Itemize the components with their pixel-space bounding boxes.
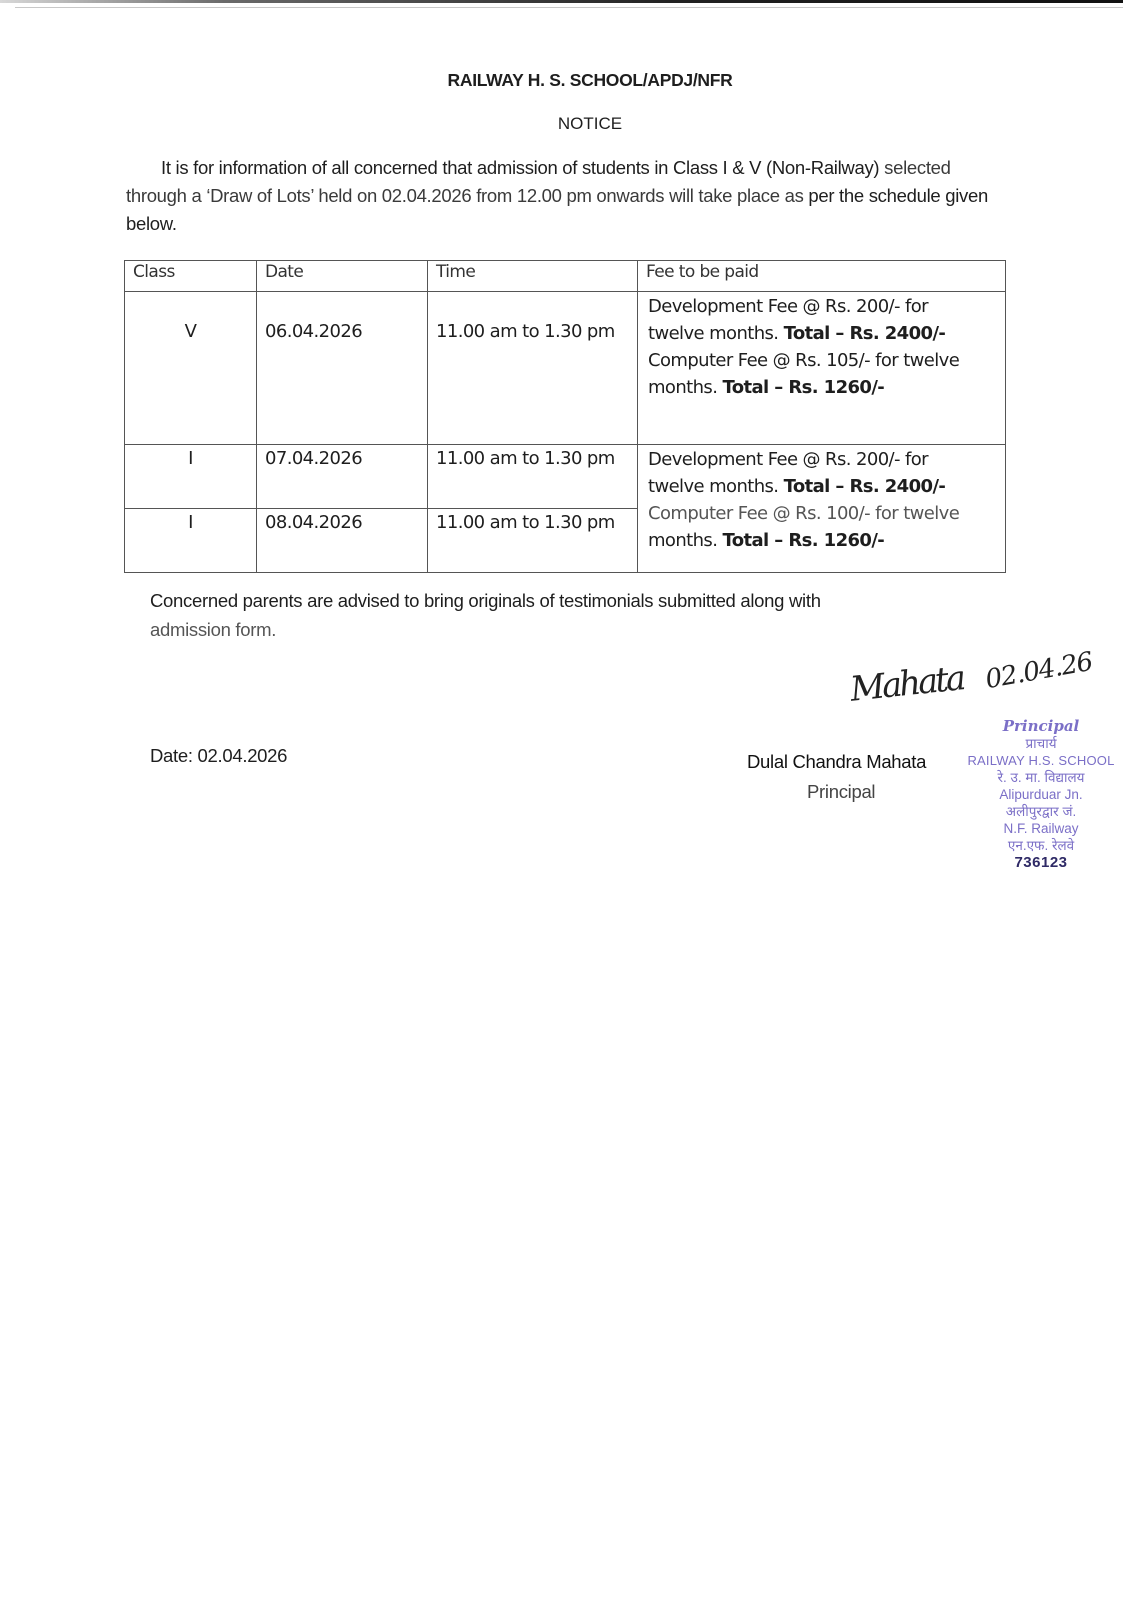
development-fee-total: Total – Rs. 2400/- bbox=[783, 476, 946, 497]
advice-paragraph bbox=[150, 586, 950, 644]
signer-designation: Principal bbox=[807, 781, 876, 802]
development-fee bbox=[648, 293, 997, 347]
computer-fee bbox=[648, 500, 997, 554]
intro-line-3: per the schedule given below. bbox=[126, 185, 988, 234]
advice-line-2: admission form. bbox=[150, 619, 277, 640]
column-header-fee: Fee to be paid bbox=[638, 261, 1006, 292]
cell-date: 06.04.2026 bbox=[257, 292, 428, 445]
advice-line-1: Concerned parents are advised to bring originals of testimonials submitted along with bbox=[150, 590, 821, 611]
stamp-railway: N.F. Railway bbox=[1003, 821, 1079, 836]
admission-schedule-table bbox=[124, 260, 1006, 573]
computer-fee-period: months. bbox=[648, 377, 718, 398]
stamp-school: RAILWAY H.S. SCHOOL bbox=[967, 753, 1115, 768]
development-fee-rate: Development Fee @ Rs. 200/- for bbox=[648, 449, 928, 470]
handwritten-signature: Mahata bbox=[848, 658, 965, 710]
column-header-class: Class bbox=[125, 261, 257, 292]
stamp-hindi-place: अलीपुरद्वार जं. bbox=[1005, 804, 1077, 819]
stamp-hindi-title: प्राचार्य bbox=[1025, 736, 1057, 751]
table-header-row bbox=[125, 261, 1006, 292]
intro-line-1: It is for information of all concerned that admission of students in Class I & V (Non-Railway) bbox=[161, 157, 880, 178]
office-stamp bbox=[962, 718, 1120, 871]
computer-fee-rate: Computer Fee @ Rs. 100/- for twelve bbox=[648, 503, 960, 524]
notice-date: Date: 02.04.2026 bbox=[150, 745, 288, 766]
cell-time: 11.00 am to 1.30 pm bbox=[428, 292, 638, 445]
intro-line-2: selected through a ‘Draw of Lots’ held on 02.04.2026 from 12.00 pm onwards will take place as bbox=[126, 157, 951, 206]
intro-paragraph bbox=[126, 154, 1006, 238]
handwritten-date: 02.04.26 bbox=[983, 646, 1095, 696]
development-fee-period: twelve months. bbox=[648, 476, 779, 497]
computer-fee-total: Total – Rs. 1260/- bbox=[722, 377, 885, 398]
notice-title: NOTICE bbox=[557, 114, 623, 133]
cell-date: 07.04.2026 bbox=[257, 445, 428, 509]
computer-fee-total: Total – Rs. 1260/- bbox=[722, 530, 885, 551]
scan-border-top bbox=[0, 0, 1123, 3]
table-row bbox=[125, 292, 1006, 445]
development-fee-rate: Development Fee @ Rs. 200/- for bbox=[648, 296, 928, 317]
cell-fee-merged bbox=[638, 445, 1006, 573]
cell-fee bbox=[638, 292, 1006, 445]
computer-fee-rate: Computer Fee @ Rs. 105/- for twelve bbox=[648, 350, 960, 371]
stamp-place: Alipurduar Jn. bbox=[999, 787, 1083, 802]
computer-fee-period: months. bbox=[648, 530, 718, 551]
scan-artifact-line bbox=[15, 7, 1123, 8]
development-fee-total: Total – Rs. 2400/- bbox=[783, 323, 946, 344]
signature-block bbox=[700, 646, 1120, 910]
stamp-hindi-railway: एन.एफ. रेलवे bbox=[1007, 838, 1075, 853]
stamp-pin-code: 736123 bbox=[1014, 854, 1068, 871]
development-fee bbox=[648, 446, 997, 500]
column-header-time: Time bbox=[428, 261, 638, 292]
computer-fee bbox=[648, 347, 997, 401]
stamp-title: Principal bbox=[1002, 717, 1080, 735]
cell-class: V bbox=[125, 292, 257, 445]
signer-name: Dulal Chandra Mahata bbox=[747, 751, 927, 772]
stamp-hindi-school: रे. उ. मा. विद्यालय bbox=[997, 770, 1085, 785]
cell-time: 11.00 am to 1.30 pm bbox=[428, 509, 638, 573]
cell-time: 11.00 am to 1.30 pm bbox=[428, 445, 638, 509]
column-header-date: Date bbox=[257, 261, 428, 292]
cell-class: I bbox=[125, 445, 257, 509]
cell-class: I bbox=[125, 509, 257, 573]
cell-date: 08.04.2026 bbox=[257, 509, 428, 573]
development-fee-period: twelve months. bbox=[648, 323, 779, 344]
table-row bbox=[125, 445, 1006, 509]
school-name-heading: RAILWAY H. S. SCHOOL/APDJ/NFR bbox=[447, 70, 733, 90]
